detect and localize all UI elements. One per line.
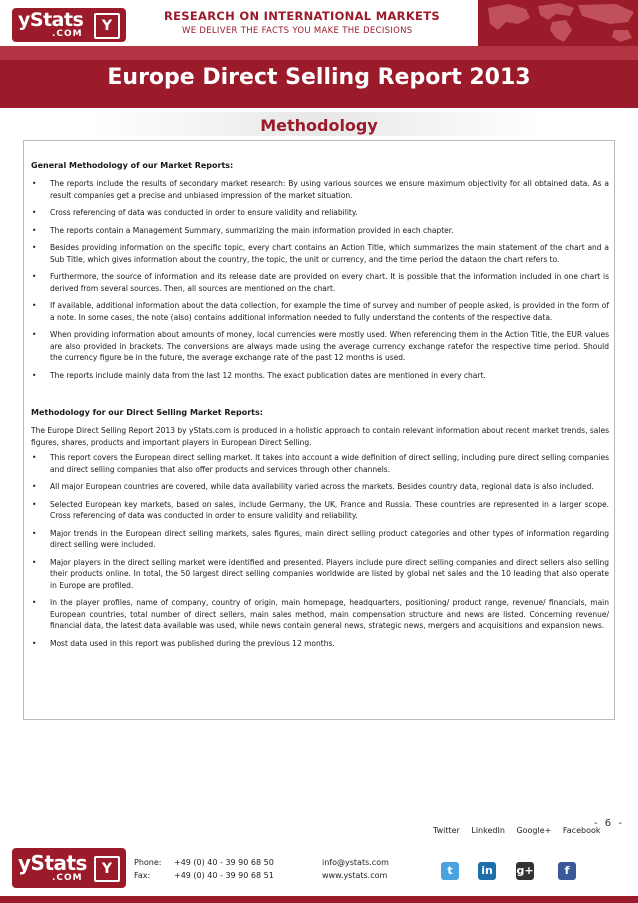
logo-text: yStats <box>18 9 84 31</box>
bullet-icon: • <box>32 638 37 648</box>
list-item <box>31 370 609 382</box>
bullet-icon: • <box>32 482 37 491</box>
bullet-text: All major European countries are covered, while data availability varied across the markets. Besides country data, regional data is also included. <box>50 482 594 491</box>
footer-logo[interactable] <box>12 848 126 888</box>
bullet-icon: • <box>32 598 37 607</box>
tagline <box>164 9 440 36</box>
bullet-text: Selected European key markets, based on sales, include Germany, the UK, France and Russia. These countries are represented in a larger scope. Cross referencing of data was conducted in order to ensure validity and reliability. <box>50 499 609 520</box>
bullet-text: The reports contain a Management Summary, summarizing the main information provided in each chapter. <box>50 225 454 235</box>
world-map-icon <box>478 0 638 46</box>
bullet-icon: • <box>32 499 37 509</box>
linkedin-icon[interactable]: in <box>478 862 496 880</box>
page-number: - 6 - <box>594 818 624 829</box>
phone-number: +49 (0) 40 - 39 90 68 50 <box>174 858 274 867</box>
list-item <box>31 499 609 522</box>
bullet-icon: • <box>32 225 37 235</box>
logo-com: .COM <box>52 29 83 39</box>
bullet-text: Most data used in this report was published during the previous 12 months. <box>50 638 335 648</box>
list-item <box>31 452 609 475</box>
bullet-icon: • <box>32 272 37 281</box>
fax-number: +49 (0) 40 - 39 90 68 51 <box>174 871 274 880</box>
content-body <box>31 160 609 655</box>
specific-intro: The Europe Direct Selling Report 2013 by yStats.com is produced in a holistic approach to contain relevant information about recent market trends, sales figures, shares, products and important players in European Direct Selling. <box>31 426 609 447</box>
specific-heading: Methodology for our Direct Selling Market Reports: <box>31 408 263 417</box>
facebook-icon[interactable]: f <box>558 862 576 880</box>
bullet-icon: • <box>32 557 37 567</box>
general-bullet-list <box>31 178 609 381</box>
linkedin-label: LinkedIn <box>471 826 505 835</box>
bullet-text: In the player profiles, name of company, country of origin, main homepage, headquarters, positioning/ product range, revenue/ financials, main European countries, total number of direct sellers, main sales method, main compensation structure and news are listed. Concerning revenue/ financial data, the latest data available was used, while news contain general news, strategic news, mergers and acquisitions and expansion news. <box>50 598 609 630</box>
list-item <box>31 638 609 650</box>
googleplus-icon[interactable]: g+ <box>516 862 534 880</box>
list-item <box>31 481 609 493</box>
twitter-icon[interactable]: t <box>441 862 459 880</box>
bullet-text: Major trends in the European direct selling markets, sales figures, main direct selling product categories and other types of information regarding direct selling were included. <box>50 528 609 549</box>
bullet-icon: • <box>32 208 37 217</box>
list-item <box>31 178 609 201</box>
website-link[interactable]: www.ystats.com <box>322 871 388 880</box>
bullet-icon: • <box>32 370 37 380</box>
contact-online <box>322 856 389 882</box>
bullet-icon: • <box>32 330 37 339</box>
bullet-icon: • <box>32 453 37 462</box>
bullet-text: The reports include mainly data from the last 12 months. The exact publication dates are mentioned in every chart. <box>50 370 486 380</box>
bullet-text: The reports include the results of secondary market research: By using various sources we ensure maximum objectivity for all obtained data. As a result companies get a precise and unbiased impression of the market situation. <box>50 179 609 200</box>
bullet-text: This report covers the European direct selling market. It takes into account a wide definition of direct selling, including pure direct selling companies and direct selling companies that also offer products and services through other channels. <box>50 453 609 474</box>
specific-bullet-list <box>31 452 609 649</box>
bullet-text: Cross referencing of data was conducted in order to ensure validity and reliability. <box>50 208 358 217</box>
content-box <box>23 140 615 720</box>
fax-label: Fax: <box>134 871 151 880</box>
list-item <box>31 271 609 294</box>
bullet-text: If available, additional information about the data collection, for example the time of survey and number of people asked, is provided in the form of a note. In some cases, the note (also) contains additional information needed to fully understand the contents of the respective data. <box>50 301 609 322</box>
bullet-icon: • <box>32 301 37 310</box>
list-item <box>31 300 609 323</box>
report-title: Europe Direct Selling Report 2013 <box>107 65 531 90</box>
list-item <box>31 207 609 219</box>
logo-mark-icon: Y <box>94 13 120 39</box>
tagline-primary: RESEARCH ON INTERNATIONAL MARKETS <box>164 9 440 23</box>
page-header <box>0 0 638 46</box>
bullet-text: Furthermore, the source of information and its release date are provided on every chart. It is possible that the information included in one chart is derived from several sources. Then, all sources are mentioned on the chart. <box>50 272 609 293</box>
contact-numbers <box>174 856 274 882</box>
facebook-label: Facebook <box>562 826 601 835</box>
twitter-label: Twitter <box>433 826 460 835</box>
phone-label: Phone: <box>134 858 162 867</box>
logo-mark-icon: Y <box>94 856 120 882</box>
bullet-text: Major players in the direct selling market were identified and presented. Players include pure direct selling companies and direct sellers also selling their products online. In total, the 50 largest direct selling companies worldwide are listed by global net sales and the 10 leading that also operate in Europe are profiled. <box>50 557 609 590</box>
bullet-icon: • <box>32 528 37 538</box>
list-item <box>31 225 609 237</box>
contact-labels <box>134 856 161 882</box>
bullet-text: When providing information about amounts of money, local currencies were mostly used. When referencing them in the Action Title, the EUR values are also provided in brackets. The conversions are always made using the average currency exchange ratefor the respective time period. Should the currency figure be in the future, the average exchange rate of the past 12 months is used. <box>50 330 609 362</box>
section-title: Methodology <box>260 116 378 135</box>
social-labels <box>433 826 610 835</box>
list-item <box>31 557 609 592</box>
logo-text: yStats <box>18 851 87 875</box>
logo-com: .COM <box>52 873 83 883</box>
bullet-icon: • <box>32 243 37 252</box>
footer-bar <box>0 896 638 903</box>
bullet-icon: • <box>32 179 37 188</box>
googleplus-label: Google+ <box>516 826 552 835</box>
list-item <box>31 242 609 265</box>
email-link[interactable]: info@ystats.com <box>322 858 389 867</box>
list-item <box>31 528 609 551</box>
section-spacer <box>31 387 609 407</box>
tagline-secondary: WE DELIVER THE FACTS YOU MAKE THE DECISIONS <box>182 26 413 36</box>
bullet-text: Besides providing information on the specific topic, every chart contains an Action Title, which summarizes the main statement of the chart and a Sub Title, which gives information about the country, the topic, the unit or currency, and the time period the dataon the chart refers to. <box>50 243 609 264</box>
general-heading: General Methodology of our Market Reports: <box>31 161 234 170</box>
list-item <box>31 597 609 632</box>
title-band-strip <box>0 46 638 60</box>
ystats-logo[interactable] <box>12 8 126 42</box>
list-item <box>31 329 609 364</box>
